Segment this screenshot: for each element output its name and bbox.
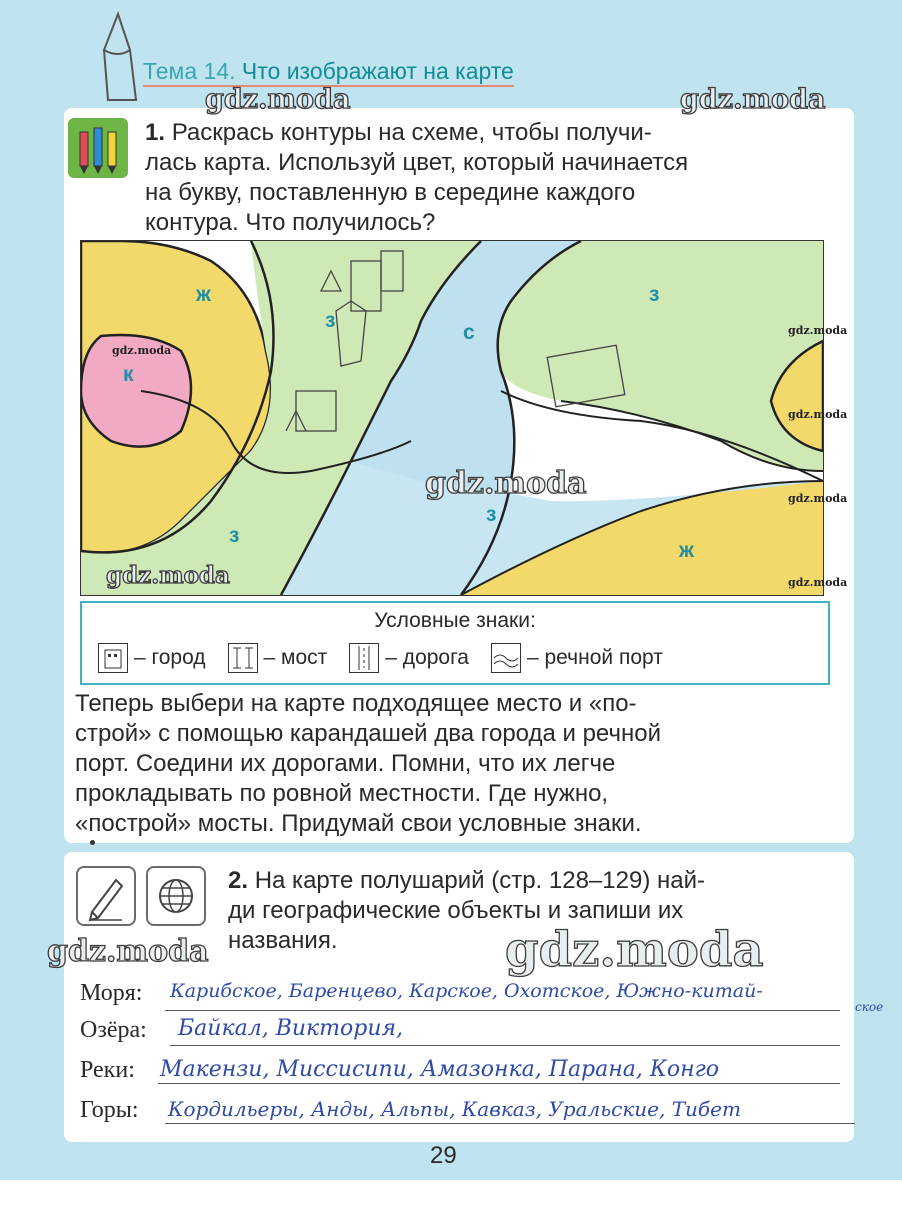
answer-line-seas[interactable] <box>165 1010 840 1011</box>
bridge-icon <box>228 643 258 673</box>
topic-prefix: Тема 14. <box>143 58 236 84</box>
watermark-small-3: gdz.moda <box>788 408 848 421</box>
contour-map <box>80 240 824 596</box>
map-letter-s-river: с <box>463 321 475 344</box>
legend-box <box>80 601 830 685</box>
map-letter-zh-bottom: ж <box>679 539 694 562</box>
legend-title: Условные знаки: <box>374 609 536 632</box>
coloring-pencils-icon <box>68 118 128 178</box>
answer-lakes: Байкал, Виктория, <box>178 1016 404 1041</box>
map-letter-z-city: з <box>325 309 336 332</box>
instruction-line-3: порт. Соедини их дорогами. Помни, что их легче <box>75 750 616 777</box>
watermark-small-5: gdz.moda <box>788 576 848 589</box>
topic-title: Что изображают на карте <box>241 58 514 84</box>
task1-text <box>145 118 835 238</box>
answer-label-rivers: Реки: <box>80 1057 135 1083</box>
answer-line-mountains[interactable] <box>165 1123 855 1124</box>
legend-city-label: – город <box>134 646 206 669</box>
pencil-decoration-icon <box>96 10 146 106</box>
instruction-line-2: строй» с помощью карандашей два города и речной <box>75 720 661 747</box>
task1-instructions <box>75 689 845 839</box>
map-letter-z-bottom-left: з <box>229 524 240 547</box>
task1-line-2: лась карта. Используй цвет, который начинается <box>145 149 689 176</box>
task2-line-3: названия. <box>228 927 338 954</box>
topic-header <box>143 58 514 85</box>
map-letter-z-right: з <box>649 283 660 306</box>
river-port-icon <box>491 643 521 673</box>
watermark-small-2: gdz.moda <box>788 324 848 337</box>
bottom-strip <box>0 1180 902 1212</box>
map-letter-k: к <box>123 363 134 386</box>
answer-line-rivers[interactable] <box>158 1083 840 1084</box>
page-number: 29 <box>430 1142 457 1169</box>
answer-label-lakes: Озёра: <box>80 1017 147 1043</box>
legend-road-label: – дорога <box>385 646 469 669</box>
watermark-2: gdz.moda <box>680 84 826 115</box>
globe-icon <box>146 866 206 926</box>
task1-number: 1. <box>145 119 166 146</box>
watermark-6: gdz.moda <box>505 922 764 978</box>
legend-river-port-label: – речной порт <box>526 646 663 669</box>
task1-line-4: контура. Что получилось? <box>145 209 436 236</box>
task2-number: 2. <box>228 867 249 894</box>
legend-bridge-label: – мост <box>263 646 328 669</box>
map-drawing <box>81 241 823 595</box>
task1-line-3: на букву, поставленную в середине каждого <box>145 179 636 206</box>
legend-row <box>92 643 663 673</box>
answer-rivers: Макензи, Миссисипи, Амазонка, Парана, Конго <box>160 1057 719 1082</box>
answer-label-seas: Моря: <box>80 980 143 1006</box>
map-letter-zh-top: ж <box>196 283 211 306</box>
task2-line-2: ди географические объекты и запиши их <box>228 897 684 924</box>
task2-line-1: На карте полушарий (стр. 128–129) най- <box>254 867 705 894</box>
instruction-line-1: Теперь выбери на карте подходящее место и «по- <box>75 690 637 717</box>
watermark-small-1: gdz.moda <box>112 344 172 357</box>
answer-label-mountains: Горы: <box>80 1097 139 1123</box>
answer-line-lakes[interactable] <box>170 1045 840 1046</box>
answer-seas-continuation: ское <box>855 1000 884 1014</box>
map-letter-z-center: з <box>486 503 497 526</box>
pencil-write-icon <box>76 866 136 926</box>
watermark-4: gdz.moda <box>106 562 230 589</box>
watermark-small-4: gdz.moda <box>788 492 848 505</box>
answer-mountains: Кордильеры, Анды, Альпы, Кавказ, Уральские, Тибет <box>168 1097 741 1121</box>
watermark-3: gdz.moda <box>425 466 587 501</box>
instruction-line-4: прокладывать по ровной местности. Где нужно, <box>75 780 609 807</box>
bullet-dot <box>90 840 95 845</box>
instruction-line-5: «построй» мосты. Придумай свои условные знаки. <box>75 810 642 837</box>
watermark-1: gdz.moda <box>205 84 351 115</box>
answer-seas: Карибское, Баренцево, Карское, Охотское, Южно-китай- <box>170 980 763 1002</box>
task1-line-1: Раскрась контуры на схеме, чтобы получи- <box>171 119 652 146</box>
road-icon <box>349 643 379 673</box>
city-icon <box>98 643 128 673</box>
watermark-5: gdz.moda <box>47 934 209 969</box>
